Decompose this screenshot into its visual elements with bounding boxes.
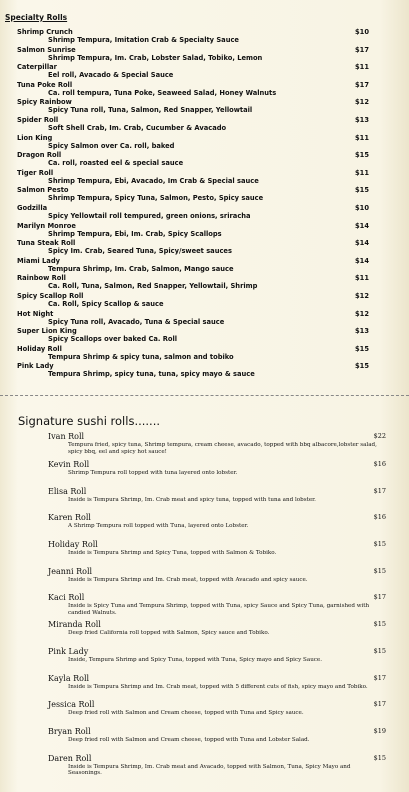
item-price: $17 xyxy=(355,45,369,54)
menu-item xyxy=(0,727,409,754)
item-name: Jessica Roll xyxy=(48,700,95,710)
item-price: $19 xyxy=(373,726,386,735)
item-name: Salmon Pesto xyxy=(17,186,69,195)
item-description: Inside is Tempura Shrimp, Im. Crab meat and spicy tuna, topped with tuna and lobster. xyxy=(68,496,316,503)
item-description: Tempura Shrimp & spicy tuna, salmon and tobiko xyxy=(48,352,234,361)
item-description: Tempura fried, spicy tuna, Shrimp tempura, cream cheese, avacado, topped with bbq albacore,lobster salad, spicy bbq, eel and spicy hot sauce! xyxy=(68,442,377,455)
item-description: Inside is Spicy Tuna and Tempura Shrimp, topped with Tuna, spicy Sauce and Spicy Tuna, garnished with candied Walnuts. xyxy=(68,603,370,617)
item-description: Spicy Tuna roll, Avacado, Tuna & Special sauce xyxy=(48,317,225,326)
item-price: $10 xyxy=(355,203,369,212)
item-description: Tempura Shrimp, spicy tuna, tuna, spicy mayo & sauce xyxy=(48,370,255,379)
item-price: $11 xyxy=(355,133,369,142)
item-description: Shrimp Tempura, Ebi, Avacado, Im Crab & Special sauce xyxy=(48,176,259,185)
item-price: $15 xyxy=(373,540,386,549)
item-price: $15 xyxy=(355,344,369,353)
item-description: Shrimp Tempura, Ebi, Im. Crab, Spicy Scallops xyxy=(48,229,222,238)
menu-item xyxy=(0,169,409,187)
menu-item xyxy=(0,257,409,275)
item-price: $15 xyxy=(373,646,386,655)
item-description: Ca. Roll, Spicy Scallop & sauce xyxy=(48,299,164,308)
item-price: $15 xyxy=(355,362,369,371)
item-description: Shrimp Tempura, Imitation Crab & Specialty Sauce xyxy=(48,36,239,44)
menu-item xyxy=(0,46,409,64)
item-description: Spicy Im. Crab, Seared Tuna, Spicy/sweet sauces xyxy=(48,247,232,256)
menu-item xyxy=(0,98,409,116)
item-price: $13 xyxy=(355,327,369,336)
menu-item xyxy=(0,222,409,240)
item-name: Super Lion King xyxy=(17,327,77,336)
item-name: Tuna Poke Roll xyxy=(17,80,73,89)
item-name: Marilyn Monroe xyxy=(17,221,76,230)
item-price: $15 xyxy=(373,566,386,575)
signature-rolls-heading: Signature sushi rolls....... xyxy=(18,414,161,428)
item-name: Daren Roll xyxy=(48,753,92,763)
menu-item xyxy=(0,327,409,345)
item-name: Hot Night xyxy=(17,309,54,318)
item-name: Tuna Steak Roll xyxy=(17,239,76,248)
menu-item xyxy=(0,700,409,727)
item-price: $11 xyxy=(355,63,369,72)
menu-item xyxy=(0,674,409,701)
item-name: Rainbow Roll xyxy=(17,274,66,283)
menu-item xyxy=(0,362,409,380)
menu-item xyxy=(0,593,409,620)
menu-item xyxy=(0,647,409,674)
item-price: $11 xyxy=(355,274,369,283)
item-name: Pink Lady xyxy=(17,362,54,371)
item-name: Holiday Roll xyxy=(48,540,98,550)
item-name: Salmon Sunrise xyxy=(17,45,76,54)
menu-item xyxy=(0,487,409,514)
item-name: Elisa Roll xyxy=(48,486,87,496)
item-price: $17 xyxy=(373,486,386,495)
item-price: $13 xyxy=(355,115,369,124)
specialty-rolls-heading: Specialty Rolls xyxy=(5,13,68,22)
specialty-rolls-list xyxy=(0,28,409,380)
item-name: Spicy Rainbow xyxy=(17,98,72,107)
item-description: Shrimp Tempura, Im. Crab, Lobster Salad, Tobiko, Lemon xyxy=(48,53,263,62)
menu-item xyxy=(0,292,409,310)
menu-item xyxy=(0,63,409,81)
item-price: $15 xyxy=(373,753,386,762)
item-description: Spicy Scallops over baked Ca. Roll xyxy=(48,335,178,344)
item-description: Spicy Salmon over Ca. roll, baked xyxy=(48,141,175,150)
item-price: $14 xyxy=(355,256,369,265)
menu-item xyxy=(0,28,409,46)
item-name: Miami Lady xyxy=(17,256,60,265)
menu-item xyxy=(0,513,409,540)
menu-item xyxy=(0,540,409,567)
item-name: Kayla Roll xyxy=(48,673,90,683)
item-description: Eel roll, Avacado & Special Sauce xyxy=(48,71,174,80)
item-description: Ca. Roll, Tuna, Salmon, Red Snapper, Yellowtail, Shrimp xyxy=(48,282,258,291)
menu-item xyxy=(0,204,409,222)
menu-item xyxy=(0,310,409,328)
item-name: Miranda Roll xyxy=(48,620,101,630)
item-price: $17 xyxy=(373,673,386,682)
item-description: Soft Shell Crab, Im. Crab, Cucumber & Avacado xyxy=(48,123,227,132)
item-name: Godzilla xyxy=(17,203,48,212)
item-description: Inside is Tempura Shrimp, Im. Crab meat and Avacado, topped with Salmon, Tuna, Spicy Mayo and Seasonings. xyxy=(68,763,351,777)
item-price: $12 xyxy=(355,291,369,300)
item-name: Dragon Roll xyxy=(17,151,62,160)
menu-item xyxy=(0,274,409,292)
section-divider xyxy=(0,395,409,396)
menu-item xyxy=(0,81,409,99)
item-description: Shrimp Tempura roll topped with tuna layered onto lobster. xyxy=(68,470,238,476)
item-name: Caterpillar xyxy=(17,63,57,72)
item-price: $15 xyxy=(373,620,386,629)
menu-item xyxy=(0,134,409,152)
item-price: $17 xyxy=(373,593,386,602)
menu-item xyxy=(0,567,409,594)
menu-item xyxy=(0,345,409,363)
menu-item xyxy=(0,116,409,134)
item-description: Inside, Tempura Shrimp and Spicy Tuna, topped with Tuna, Spicy mayo and Spicy Sauce. xyxy=(68,656,323,663)
item-price: $12 xyxy=(355,309,369,318)
item-name: Kaci Roll xyxy=(48,593,85,603)
item-name: Kevin Roll xyxy=(48,460,90,469)
item-description: A Shrimp Tempura roll topped with Tuna, layered onto Lobster. xyxy=(68,523,249,530)
item-description: Inside is Tempura Shrimp and Spicy Tuna, topped with Salmon & Tobiko. xyxy=(68,550,277,557)
item-description: Spicy Yellowtail roll tempured, green onions, sriracha xyxy=(48,211,251,220)
item-price: $14 xyxy=(355,239,369,248)
menu-item xyxy=(0,186,409,204)
item-price: $17 xyxy=(355,80,369,89)
menu-item xyxy=(0,239,409,257)
item-price: $15 xyxy=(355,186,369,195)
item-name: Karen Roll xyxy=(48,513,91,523)
item-name: Bryan Roll xyxy=(48,726,91,736)
item-price: $15 xyxy=(355,151,369,160)
item-name: Holiday Roll xyxy=(17,344,62,353)
item-description: Inside is Tempura Shrimp and Im. Crab meat, topped with 5 different cuts of fish, spicy mayo and Tobiko. xyxy=(68,683,368,690)
item-description: Ca. roll, roasted eel & special sauce xyxy=(48,159,184,168)
item-description: Deep fried California roll topped with Salmon, Spicy sauce and Tobiko. xyxy=(68,630,270,637)
item-price: $22 xyxy=(373,432,386,440)
menu-item xyxy=(0,151,409,169)
item-price: $11 xyxy=(355,168,369,177)
item-description: Ca. roll tempura, Tuna Poke, Seaweed Salad, Honey Walnuts xyxy=(48,88,277,97)
item-price: $12 xyxy=(355,98,369,107)
item-price: $14 xyxy=(355,221,369,230)
item-description: Spicy Tuna roll, Tuna, Salmon, Red Snapper, Yellowtail xyxy=(48,106,253,115)
signature-rolls-list xyxy=(0,432,409,780)
item-price: $17 xyxy=(373,700,386,709)
item-name: Tiger Roll xyxy=(17,168,54,177)
item-description: Shrimp Tempura, Spicy Tuna, Salmon, Pesto, Spicy sauce xyxy=(48,194,264,203)
item-name: Jeanni Roll xyxy=(48,566,93,576)
menu-item xyxy=(0,620,409,647)
item-name: Spider Roll xyxy=(17,115,59,124)
item-price: $16 xyxy=(373,460,386,468)
item-description: Deep fried roll with Salmon and Cream cheese, topped with Tuna and Spicy sauce. xyxy=(68,710,304,717)
item-name: Spicy Scallop Roll xyxy=(17,291,84,300)
menu-item xyxy=(0,754,409,781)
item-price: $16 xyxy=(373,513,386,522)
item-description: Tempura Shrimp, Im. Crab, Salmon, Mango sauce xyxy=(48,264,234,273)
item-name: Ivan Roll xyxy=(48,432,85,441)
item-price: $10 xyxy=(355,28,369,36)
menu-item xyxy=(0,432,409,460)
item-description: Deep fried roll with Salmon and Cream cheese, topped with Tuna and Lobster Salad. xyxy=(68,736,310,743)
menu-item xyxy=(0,460,409,487)
item-name: Pink Lady xyxy=(48,646,89,656)
item-name: Shrimp Crunch xyxy=(17,28,73,36)
item-name: Lion King xyxy=(17,133,53,142)
item-description: Inside is Tempura Shrimp and Im. Crab meat, topped with Avacado and spicy sauce. xyxy=(68,576,308,583)
